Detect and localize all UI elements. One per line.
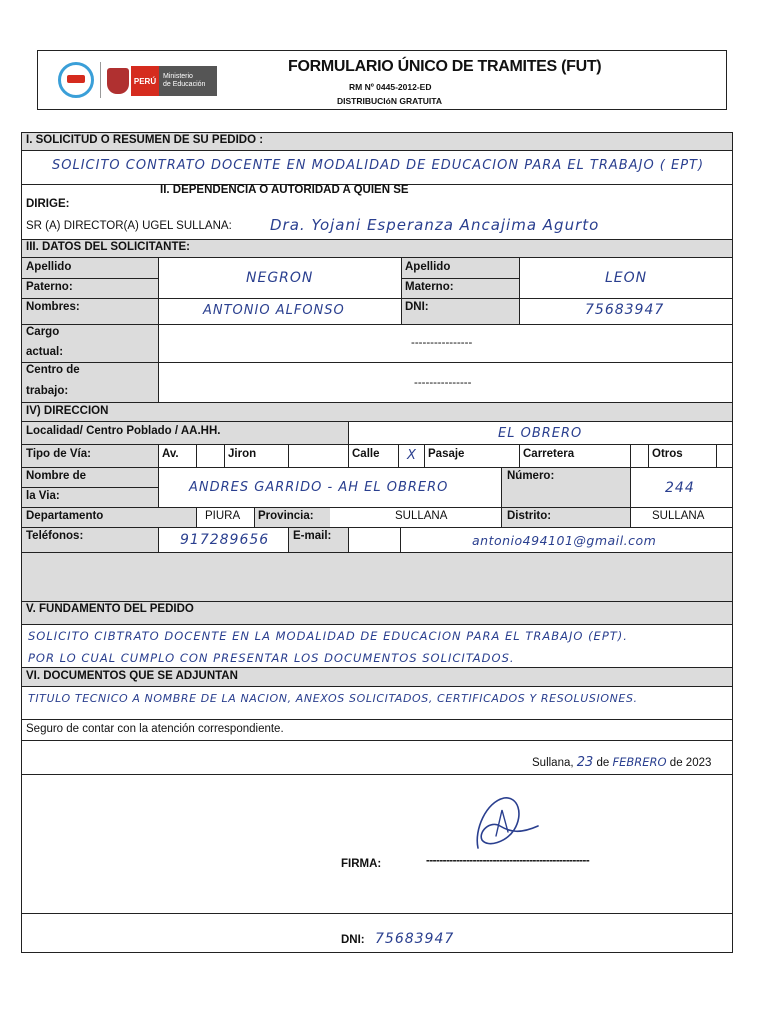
rule [400, 528, 401, 552]
departamento-label: Departamento [26, 510, 104, 522]
date-day: 23 [576, 755, 594, 770]
dirige-label: DIRIGE: [26, 198, 70, 210]
rule [401, 258, 402, 324]
calle-label: Calle [352, 448, 380, 460]
section2-heading: II. DEPENDENCIA O AUTORIDAD A QUIEN SE [160, 184, 409, 196]
provincia-label: Provincia: [258, 510, 314, 522]
materno-label: Materno: [405, 281, 454, 293]
rule [716, 445, 717, 467]
rule [22, 444, 732, 445]
provincia-value: SULLANA [395, 510, 448, 522]
numero-value: 244 [665, 480, 695, 496]
carretera-label: Carretera [523, 448, 575, 460]
empty-band [22, 553, 732, 601]
jiron-label: Jiron [228, 448, 257, 460]
rule [158, 258, 159, 402]
rule [348, 422, 349, 444]
apellido-paterno-label: Apellido [26, 261, 72, 273]
logo-divider [100, 62, 101, 98]
section6-heading: VI. DOCUMENTOS QUE SE ADJUNTAN [26, 670, 238, 682]
email-value: antonio494101@gmail.com [472, 533, 657, 548]
paterno-value: NEGRON [246, 270, 314, 286]
request-summary: SOLICITO CONTRATO DOCENTE EN MODALIDAD DE EDUCACION PARA EL TRABAJO ( EPT) [52, 158, 705, 173]
form-title: FORMULARIO ÚNICO DE TRAMITES (FUT) [288, 58, 602, 75]
rule [22, 719, 732, 720]
rule [22, 527, 732, 528]
centro-value: --------------- [414, 377, 472, 389]
rule [288, 445, 289, 467]
rule [501, 468, 502, 527]
rule [22, 552, 732, 553]
centro-label-2: trabajo: [26, 385, 69, 397]
centro-label-1: Centro de [26, 364, 80, 376]
nombres-value: ANTONIO ALFONSO [203, 303, 345, 318]
rule [158, 528, 159, 552]
rule [22, 150, 732, 151]
nombres-label: Nombres: [26, 301, 80, 313]
peru-logo-text: PERÚ [133, 76, 157, 86]
rule [22, 467, 732, 468]
rule [519, 445, 520, 467]
section4-heading: IV) DIRECCION [26, 405, 109, 417]
nombre-via-value: ANDRES GARRIDO - AH EL OBRERO [189, 480, 449, 495]
localidad-label: Localidad/ Centro Poblado / AA.HH. [26, 425, 221, 437]
rule [224, 445, 225, 467]
dni-label: DNI: [405, 301, 429, 313]
rule [22, 257, 732, 258]
rule [22, 239, 732, 240]
section4-band [22, 403, 732, 421]
firma-label: FIRMA: [341, 858, 382, 870]
localidad-value: EL OBRERO [498, 426, 583, 441]
tipo-via-label: Tipo de Vía: [26, 448, 91, 460]
rule [288, 528, 289, 552]
education-seal-icon [58, 62, 94, 98]
rule [158, 445, 159, 507]
distrito-label: Distrito: [507, 510, 552, 522]
coat-of-arms-icon [107, 68, 129, 94]
handwritten-signature [466, 790, 546, 860]
ministry-line1: Ministerio [163, 73, 193, 80]
distribution-note: DISTRIBUCIóN GRATUITA [337, 96, 442, 106]
cargo-label-2: actual: [26, 346, 64, 358]
nombre-via-label-2: la Via: [26, 490, 60, 502]
rule [196, 508, 197, 527]
rule [348, 528, 349, 552]
calle-checkmark: X [407, 448, 417, 463]
rm-number: RM Nº 0445-2012-ED [349, 82, 432, 92]
rule [22, 740, 732, 741]
dni-footer-label: DNI: [341, 934, 365, 946]
rule [398, 445, 399, 467]
departamento-value: PIURA [205, 510, 241, 522]
telefono-value: 917289656 [180, 532, 270, 548]
rule [22, 278, 158, 279]
cargo-label-1: Cargo [26, 326, 60, 338]
rule [630, 445, 631, 527]
section3-heading: III. DATOS DEL SOLICITANTE: [26, 241, 190, 253]
nombre-via-label-1: Nombre de [26, 470, 87, 482]
apellido-materno-label: Apellido [405, 261, 451, 273]
distrito-value: SULLANA [652, 510, 705, 522]
rule [22, 421, 732, 422]
av-label: Av. [162, 448, 179, 460]
telefonos-label: Teléfonos: [26, 530, 84, 542]
peru-logo [131, 66, 159, 96]
date-line [532, 755, 711, 770]
date-de-2: de [669, 757, 683, 769]
cargo-value: ---------------- [411, 337, 473, 349]
date-city: Sullana, [532, 757, 574, 769]
rule [424, 445, 425, 467]
rule [22, 686, 732, 687]
date-year: 2023 [685, 757, 712, 769]
rule [22, 298, 732, 299]
rule [196, 445, 197, 467]
authority-label: SR (A) DIRECTOR(A) UGEL SULLANA: [26, 220, 232, 232]
rule [22, 601, 732, 602]
rule [22, 402, 732, 403]
email-label: E-mail: [293, 530, 332, 542]
rule [22, 324, 732, 325]
rule [348, 445, 349, 467]
rule [22, 507, 732, 508]
section1-heading: I. SOLICITUD O RESUMEN DE SU PEDIDO : [26, 134, 264, 146]
authority-value: Dra. Yojani Esperanza Ancajima Agurto [270, 216, 600, 234]
materno-value: LEON [605, 270, 648, 286]
pasaje-label: Pasaje [428, 448, 465, 460]
paterno-label: Paterno: [26, 281, 73, 293]
rule [401, 278, 519, 279]
rule [22, 624, 732, 625]
firma-line: ------------------------------------------------- [426, 855, 590, 867]
rule [22, 774, 732, 775]
rule [519, 258, 520, 324]
date-month: FEBRERO [612, 755, 667, 769]
numero-label: Número: [507, 470, 555, 482]
rule [648, 445, 649, 467]
fundamento-line-1: SOLICITO CIBTRATO DOCENTE EN LA MODALIDAD DE EDUCACION PARA EL TRABAJO (EPT). [28, 629, 628, 643]
documents-list: TITULO TECNICO A NOMBRE DE LA NACION, ANEXOS SOLICITADOS, CERTIFICADOS Y RESOLUSIONES. [28, 692, 638, 705]
rule [22, 667, 732, 668]
dni-value: 75683947 [585, 302, 665, 318]
otros-label: Otros [652, 448, 683, 460]
date-de-1: de [596, 757, 610, 769]
ministry-logo [159, 66, 217, 96]
rule [254, 508, 255, 527]
closing-text: Seguro de contar con la atención correspondiente. [26, 723, 284, 735]
fundamento-line-2: POR LO CUAL CUMPLO CON PRESENTAR LOS DOCUMENTOS SOLICITADOS. [28, 651, 515, 665]
rule [22, 362, 732, 363]
rule [22, 487, 158, 488]
rule [22, 913, 732, 914]
ministry-line2: de Educación [163, 81, 206, 88]
section5-heading: V. FUNDAMENTO DEL PEDIDO [26, 603, 194, 615]
dni-footer-value: 75683947 [375, 931, 455, 947]
